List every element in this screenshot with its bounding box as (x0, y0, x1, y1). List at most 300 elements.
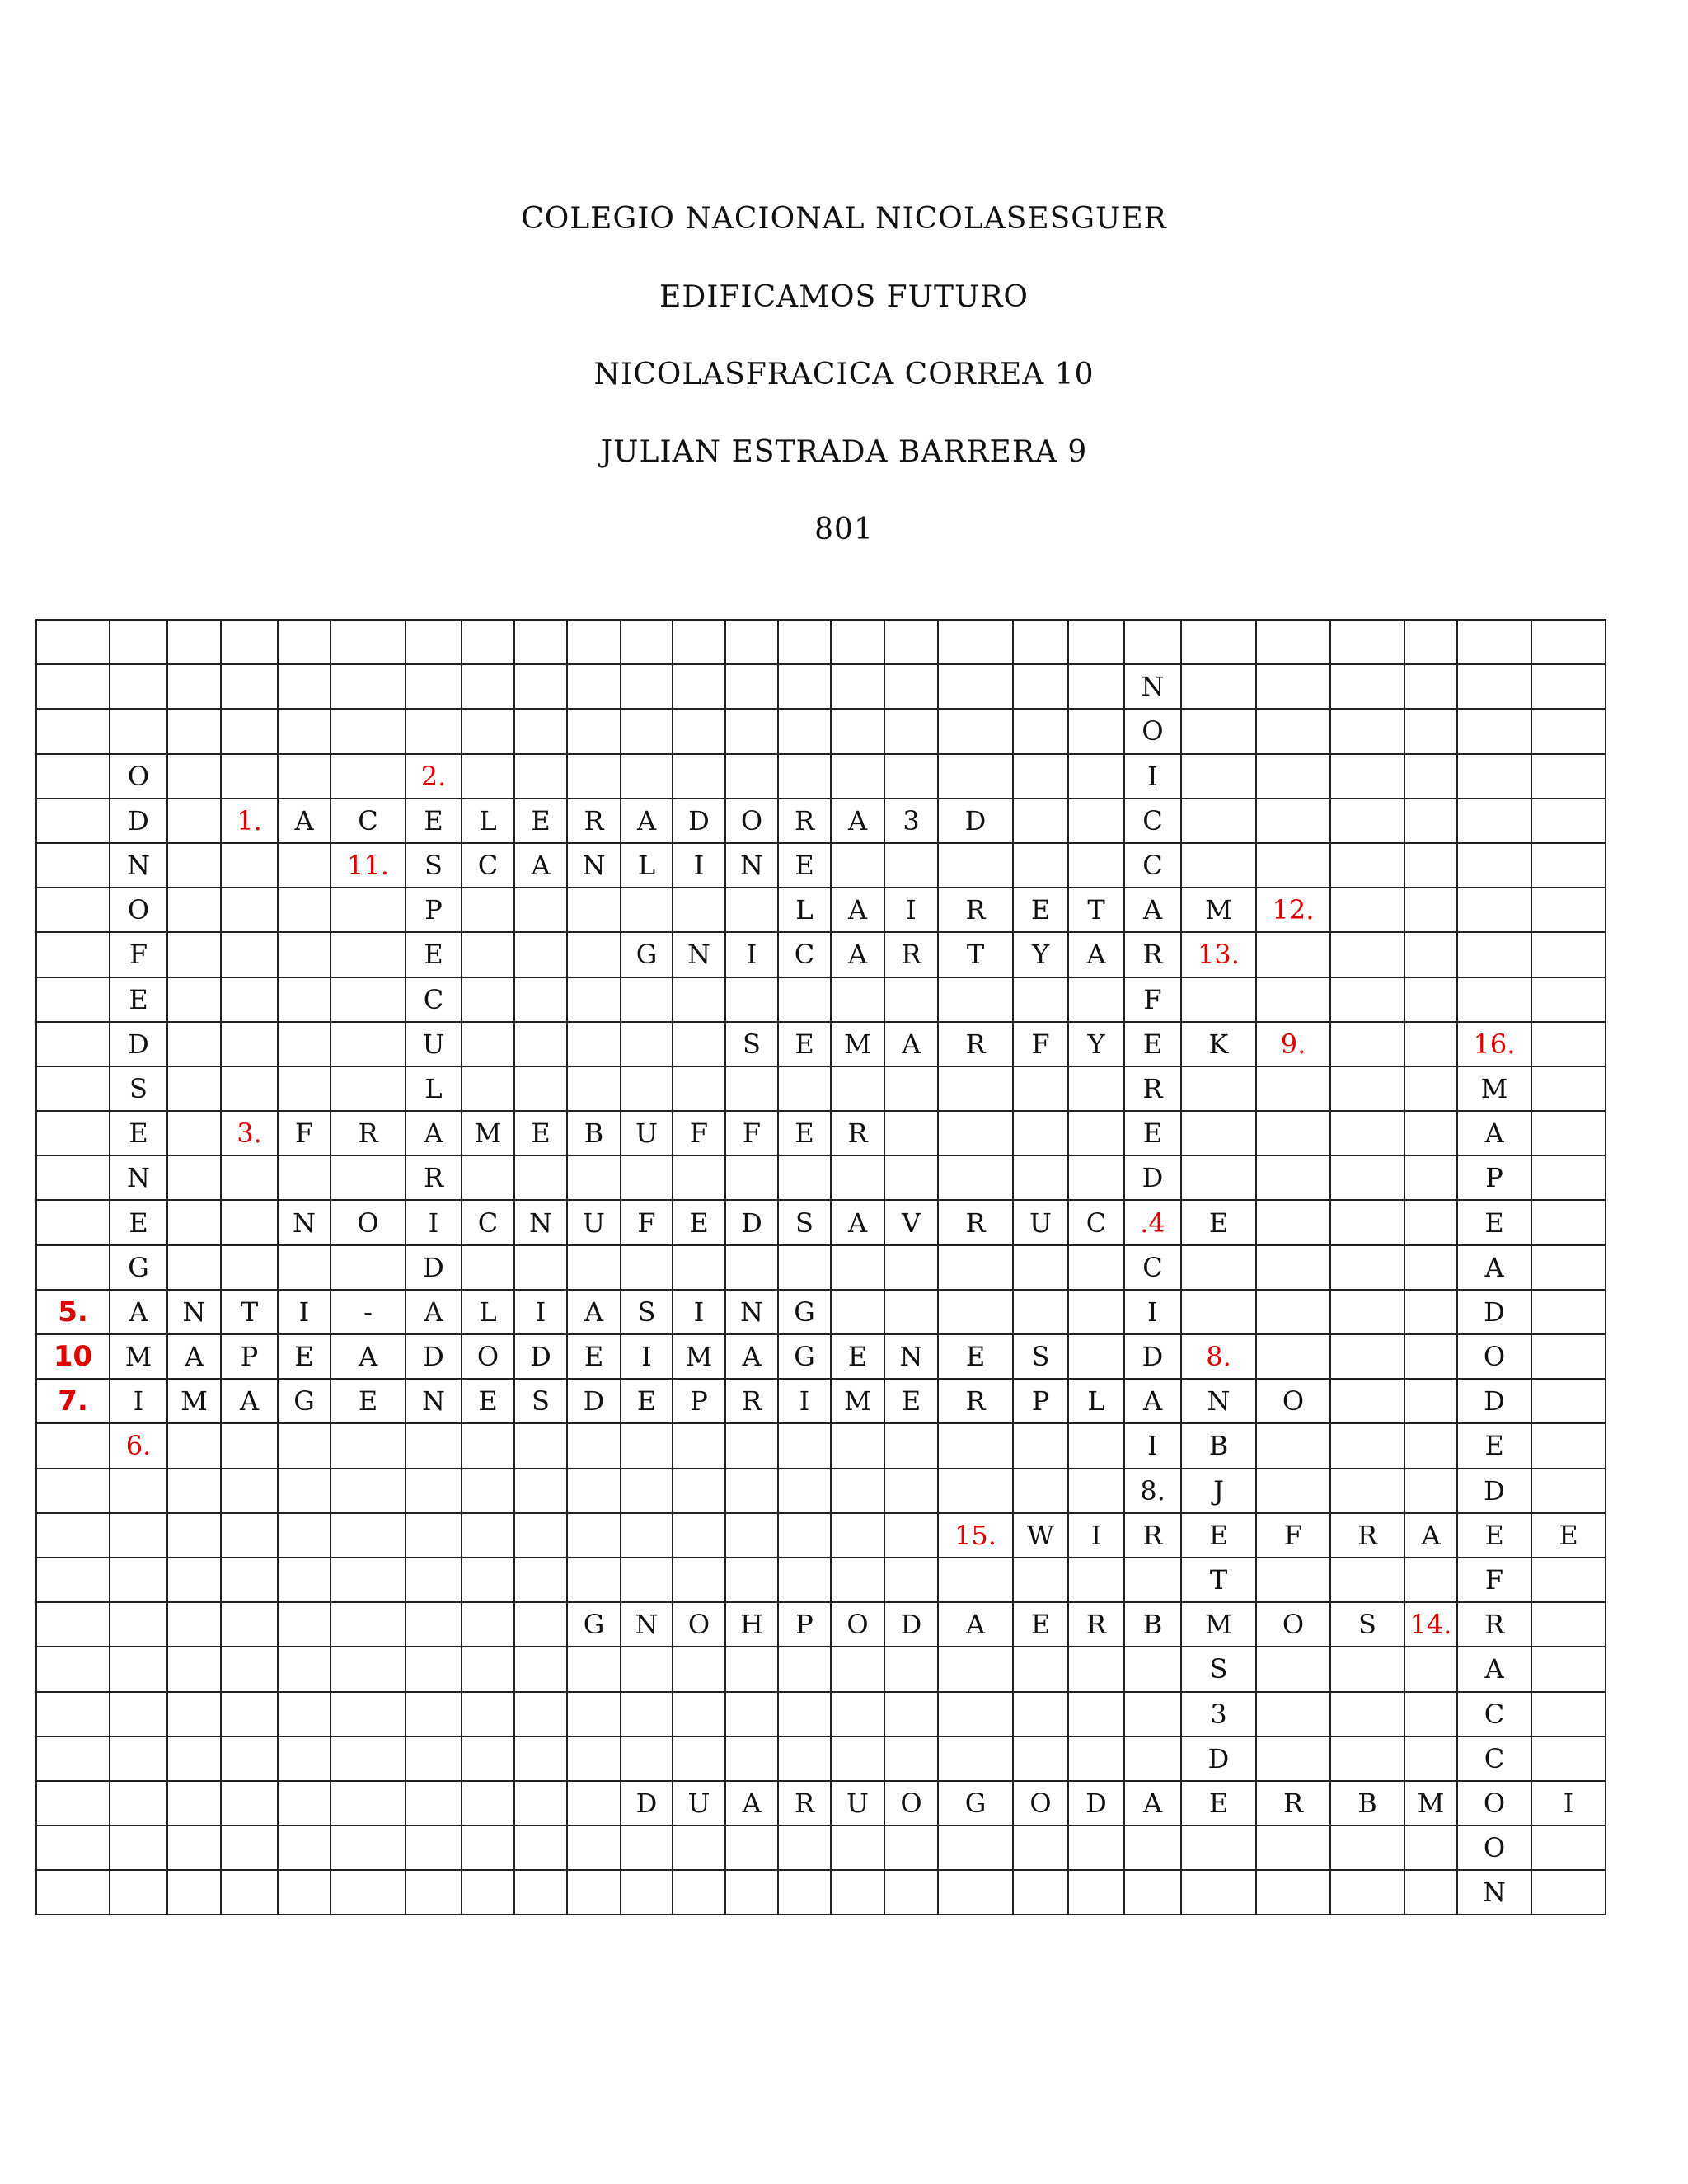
grid-cell (110, 620, 167, 664)
grid-cell (36, 1513, 110, 1558)
grid-cell: O (884, 1781, 938, 1825)
grid-cell: E (673, 1200, 725, 1244)
grid-cell (831, 664, 884, 709)
grid-cell (1531, 1245, 1606, 1290)
grid-cell (567, 1870, 621, 1915)
grid-cell: D (1068, 1781, 1124, 1825)
grid-cell (1404, 1290, 1457, 1334)
grid-row (36, 1334, 1606, 1379)
grid-cell (621, 1825, 673, 1870)
grid-cell: I (621, 1334, 673, 1379)
grid-cell: I (1124, 754, 1181, 799)
grid-cell (462, 1155, 514, 1200)
grid-cell (673, 1825, 725, 1870)
grid-cell: F (1124, 977, 1181, 1022)
grid-cell (567, 1469, 621, 1513)
grid-cell: 9. (1256, 1022, 1330, 1066)
grid-cell: E (462, 1379, 514, 1423)
grid-cell: F (1256, 1513, 1330, 1558)
grid-cell (167, 1781, 221, 1825)
grid-cell (1068, 843, 1124, 888)
grid-row (36, 1781, 1606, 1825)
grid-cell (331, 709, 406, 753)
grid-cell (621, 1870, 673, 1915)
grid-cell: T (221, 1290, 278, 1334)
grid-row (36, 1245, 1606, 1290)
grid-cell (514, 1066, 567, 1111)
grid-cell: E (514, 1111, 567, 1155)
grid-cell (1181, 620, 1256, 664)
grid-cell (621, 1245, 673, 1290)
grid-cell (1330, 1245, 1404, 1290)
grid-cell: A (884, 1022, 938, 1066)
grid-cell (462, 1602, 514, 1647)
grid-cell (1068, 1334, 1124, 1379)
grid-cell: R (884, 932, 938, 977)
grid-cell (1256, 1423, 1330, 1468)
grid-cell (884, 843, 938, 888)
grid-cell: L (406, 1066, 462, 1111)
grid-cell (673, 1513, 725, 1558)
grid-cell (110, 1825, 167, 1870)
grid-cell (621, 1155, 673, 1200)
grid-cell (36, 754, 110, 799)
grid-cell (221, 977, 278, 1022)
grid-cell (221, 1022, 278, 1066)
grid-cell (831, 1155, 884, 1200)
grid-cell (1256, 1200, 1330, 1244)
grid-cell (1404, 620, 1457, 664)
grid-cell: E (831, 1334, 884, 1379)
grid-cell (1531, 1022, 1606, 1066)
grid-cell (110, 1736, 167, 1781)
grid-cell: W (1013, 1513, 1068, 1558)
grid-cell: R (1124, 932, 1181, 977)
grid-cell (1330, 888, 1404, 932)
grid-cell (110, 1692, 167, 1736)
grid-cell (938, 1870, 1013, 1915)
grid-cell (1404, 664, 1457, 709)
grid-cell: D (406, 1245, 462, 1290)
grid-cell: A (725, 1334, 778, 1379)
grid-cell (278, 1692, 331, 1736)
grid-cell: D (884, 1602, 938, 1647)
grid-cell (725, 1647, 778, 1691)
grid-cell: F (1013, 1022, 1068, 1066)
grid-cell (36, 1423, 110, 1468)
grid-cell (167, 1200, 221, 1244)
grid-cell (462, 620, 514, 664)
grid-cell (725, 1558, 778, 1602)
grid-cell (406, 1558, 462, 1602)
grid-cell: A (1124, 888, 1181, 932)
grid-cell (1181, 1111, 1256, 1155)
grid-cell (1404, 1066, 1457, 1111)
grid-cell (36, 1469, 110, 1513)
grid-cell: C (1457, 1692, 1531, 1736)
grid-cell: G (938, 1781, 1013, 1825)
grid-cell (567, 932, 621, 977)
grid-cell (1457, 888, 1531, 932)
grid-cell: R (938, 1200, 1013, 1244)
grid-cell: S (778, 1200, 831, 1244)
grid-cell (1256, 1111, 1330, 1155)
grid-cell (938, 1290, 1013, 1334)
grid-cell (462, 977, 514, 1022)
grid-cell (1330, 1379, 1404, 1423)
grid-cell (673, 977, 725, 1022)
grid-cell (1404, 709, 1457, 753)
grid-cell (621, 1647, 673, 1691)
grid-cell (278, 1736, 331, 1781)
grid-cell (36, 1692, 110, 1736)
grid-cell: A (831, 932, 884, 977)
grid-cell (1330, 709, 1404, 753)
grid-cell (36, 1870, 110, 1915)
grid-cell (36, 1066, 110, 1111)
grid-cell (1013, 1647, 1068, 1691)
grid-cell (938, 1469, 1013, 1513)
grid-cell (1531, 1155, 1606, 1200)
grid-cell (1404, 1647, 1457, 1691)
grid-cell (331, 664, 406, 709)
grid-cell (221, 1155, 278, 1200)
grid-cell (1404, 977, 1457, 1022)
grid-cell (1068, 754, 1124, 799)
grid-cell (1531, 1469, 1606, 1513)
grid-cell (938, 1558, 1013, 1602)
grid-cell (1124, 1870, 1181, 1915)
grid-cell: 3 (1181, 1692, 1256, 1736)
grid-cell (1068, 1870, 1124, 1915)
grid-cell (673, 888, 725, 932)
grid-cell (1256, 843, 1330, 888)
grid-cell (462, 1781, 514, 1825)
grid-cell (221, 932, 278, 977)
grid-cell (110, 1602, 167, 1647)
grid-cell: D (1457, 1469, 1531, 1513)
grid-cell: U (567, 1200, 621, 1244)
grid-cell (938, 754, 1013, 799)
grid-cell (331, 1155, 406, 1200)
grid-cell: M (1181, 888, 1256, 932)
grid-cell (831, 709, 884, 753)
grid-cell (567, 620, 621, 664)
grid-cell: E (110, 1111, 167, 1155)
grid-cell (221, 1602, 278, 1647)
grid-cell (725, 620, 778, 664)
grid-cell (567, 1022, 621, 1066)
grid-cell (1531, 1200, 1606, 1244)
grid-cell: B (1330, 1781, 1404, 1825)
grid-cell (567, 1647, 621, 1691)
grid-cell (331, 620, 406, 664)
grid-cell: F (110, 932, 167, 977)
grid-cell (1531, 1379, 1606, 1423)
grid-cell (673, 1558, 725, 1602)
grid-cell: E (110, 1200, 167, 1244)
grid-cell (1531, 1825, 1606, 1870)
grid-cell (167, 709, 221, 753)
grid-cell (1256, 1870, 1330, 1915)
grid-cell (1531, 1647, 1606, 1691)
grid-cell (278, 977, 331, 1022)
grid-cell: D (110, 1022, 167, 1066)
grid-cell: R (1124, 1066, 1181, 1111)
grid-cell (1330, 932, 1404, 977)
grid-cell (514, 1647, 567, 1691)
grid-cell: R (725, 1379, 778, 1423)
grid-cell (462, 1066, 514, 1111)
grid-cell: A (1124, 1781, 1181, 1825)
grid-cell: M (673, 1334, 725, 1379)
grid-cell (36, 977, 110, 1022)
grid-cell (1531, 709, 1606, 753)
grid-cell: S (725, 1022, 778, 1066)
grid-row (36, 620, 1606, 664)
grid-cell: Y (1013, 932, 1068, 977)
grid-cell: A (831, 799, 884, 843)
grid-cell (36, 1245, 110, 1290)
grid-cell: R (1457, 1602, 1531, 1647)
grid-cell (673, 664, 725, 709)
grid-cell (36, 664, 110, 709)
grid-cell (673, 1692, 725, 1736)
grid-cell (1457, 664, 1531, 709)
grid-cell (167, 932, 221, 977)
grid-row (36, 888, 1606, 932)
grid-cell (778, 1647, 831, 1691)
grid-cell (1531, 754, 1606, 799)
grid-row (36, 1647, 1606, 1691)
grid-cell: O (331, 1200, 406, 1244)
grid-cell (110, 1781, 167, 1825)
grid-cell: B (1124, 1602, 1181, 1647)
grid-cell: C (462, 1200, 514, 1244)
grid-cell (938, 1423, 1013, 1468)
grid-cell (1068, 620, 1124, 664)
grid-cell (567, 1825, 621, 1870)
grid-cell: I (725, 932, 778, 977)
grid-cell: S (1330, 1602, 1404, 1647)
grid-cell: A (567, 1290, 621, 1334)
grid-cell (167, 1825, 221, 1870)
grid-cell (1256, 1647, 1330, 1691)
grid-cell (1404, 1022, 1457, 1066)
grid-cell (831, 843, 884, 888)
grid-cell (221, 1423, 278, 1468)
grid-cell (1013, 1870, 1068, 1915)
grid-cell (278, 1066, 331, 1111)
grid-cell (514, 664, 567, 709)
grid-cell (567, 977, 621, 1022)
grid-cell (673, 1647, 725, 1691)
grid-cell (1404, 1825, 1457, 1870)
grid-cell (884, 754, 938, 799)
grid-cell: I (884, 888, 938, 932)
grid-cell (1181, 1870, 1256, 1915)
grid-cell (36, 888, 110, 932)
grid-cell (1181, 843, 1256, 888)
grid-cell (1181, 1290, 1256, 1334)
grid-cell (1181, 709, 1256, 753)
grid-cell (278, 1423, 331, 1468)
grid-cell (331, 1245, 406, 1290)
grid-cell (1068, 1647, 1124, 1691)
grid-row (36, 709, 1606, 753)
grid-cell (331, 1870, 406, 1915)
grid-cell: I (110, 1379, 167, 1423)
grid-cell: D (110, 799, 167, 843)
grid-cell (1531, 888, 1606, 932)
grid-cell (221, 1245, 278, 1290)
grid-cell (567, 1558, 621, 1602)
grid-cell: O (110, 888, 167, 932)
grid-cell (1013, 1066, 1068, 1111)
grid-cell (1330, 1200, 1404, 1244)
grid-cell (1013, 1825, 1068, 1870)
grid-cell (621, 1692, 673, 1736)
grid-cell (621, 1513, 673, 1558)
grid-cell (221, 1870, 278, 1915)
grid-cell (1330, 1558, 1404, 1602)
grid-cell (221, 888, 278, 932)
grid-cell: J (1181, 1469, 1256, 1513)
grid-cell: D (1457, 1290, 1531, 1334)
grid-cell (567, 888, 621, 932)
grid-cell (278, 1155, 331, 1200)
grid-cell (1256, 664, 1330, 709)
grid-cell (1181, 1066, 1256, 1111)
grid-row (36, 664, 1606, 709)
grid-cell (514, 1736, 567, 1781)
grid-cell (831, 1423, 884, 1468)
grid-cell: R (406, 1155, 462, 1200)
grid-cell (1068, 1469, 1124, 1513)
grid-cell (1330, 1066, 1404, 1111)
grid-cell (1457, 754, 1531, 799)
grid-cell (621, 620, 673, 664)
grid-cell: G (567, 1602, 621, 1647)
grid-cell: C (1068, 1200, 1124, 1244)
grid-cell: B (1181, 1423, 1256, 1468)
grid-cell: L (462, 799, 514, 843)
grid-cell (462, 1692, 514, 1736)
grid-cell: E (278, 1334, 331, 1379)
grid-cell (621, 1066, 673, 1111)
grid-cell (514, 754, 567, 799)
grid-cell (725, 1870, 778, 1915)
grid-cell (1181, 1245, 1256, 1290)
grid-cell (331, 1022, 406, 1066)
grid-cell (406, 1647, 462, 1691)
grid-cell (1457, 620, 1531, 664)
grid-cell: A (331, 1334, 406, 1379)
grid-cell (1256, 1692, 1330, 1736)
grid-cell (36, 932, 110, 977)
grid-cell (221, 754, 278, 799)
grid-cell (778, 1736, 831, 1781)
grid-cell (1457, 843, 1531, 888)
grid-cell: A (1457, 1647, 1531, 1691)
grid-cell (1013, 620, 1068, 664)
grid-cell (1330, 664, 1404, 709)
grid-cell: N (567, 843, 621, 888)
grid-cell (1404, 1379, 1457, 1423)
grid-cell: G (110, 1245, 167, 1290)
grid-cell: A (938, 1602, 1013, 1647)
grid-cell (221, 843, 278, 888)
grid-cell (221, 1781, 278, 1825)
grid-cell (1404, 1245, 1457, 1290)
grid-cell (1256, 1290, 1330, 1334)
grid-cell: R (1068, 1602, 1124, 1647)
grid-cell (1330, 1334, 1404, 1379)
grid-cell (884, 1245, 938, 1290)
grid-cell (778, 1825, 831, 1870)
grid-cell: F (621, 1200, 673, 1244)
grid-cell (1256, 1736, 1330, 1781)
grid-cell (278, 888, 331, 932)
grid-cell: E (331, 1379, 406, 1423)
grid-cell (221, 1825, 278, 1870)
grid-cell (331, 1736, 406, 1781)
grid-cell (167, 799, 221, 843)
grid-cell (278, 1647, 331, 1691)
grid-cell (167, 1022, 221, 1066)
grid-cell (110, 1558, 167, 1602)
grid-cell (462, 1558, 514, 1602)
grid-cell (1068, 1155, 1124, 1200)
grid-cell: O (1457, 1825, 1531, 1870)
grid-cell (278, 843, 331, 888)
grid-cell (167, 1513, 221, 1558)
grid-cell (673, 709, 725, 753)
grid-cell (1181, 977, 1256, 1022)
grid-cell: U (1013, 1200, 1068, 1244)
grid-cell (406, 1513, 462, 1558)
grid-cell (725, 1469, 778, 1513)
grid-cell (831, 1513, 884, 1558)
grid-cell (831, 1245, 884, 1290)
grid-cell (567, 754, 621, 799)
grid-row (36, 1111, 1606, 1155)
grid-cell: P (406, 888, 462, 932)
grid-cell (36, 620, 110, 664)
grid-cell (331, 1781, 406, 1825)
grid-cell (1068, 1066, 1124, 1111)
grid-cell (462, 1870, 514, 1915)
grid-cell (567, 1245, 621, 1290)
grid-cell (778, 1066, 831, 1111)
grid-cell: N (278, 1200, 331, 1244)
grid-cell (1068, 1736, 1124, 1781)
grid-cell: I (1124, 1423, 1181, 1468)
grid-cell: 12. (1256, 888, 1330, 932)
grid-cell (1068, 1825, 1124, 1870)
grid-cell: L (462, 1290, 514, 1334)
grid-row (36, 1290, 1606, 1334)
grid-cell (778, 1870, 831, 1915)
grid-row (36, 1825, 1606, 1870)
grid-cell (1531, 1736, 1606, 1781)
grid-cell (725, 1513, 778, 1558)
grid-cell (1404, 932, 1457, 977)
grid-cell (1404, 888, 1457, 932)
grid-cell: N (725, 843, 778, 888)
grid-cell (36, 1781, 110, 1825)
grid-cell (1330, 1155, 1404, 1200)
